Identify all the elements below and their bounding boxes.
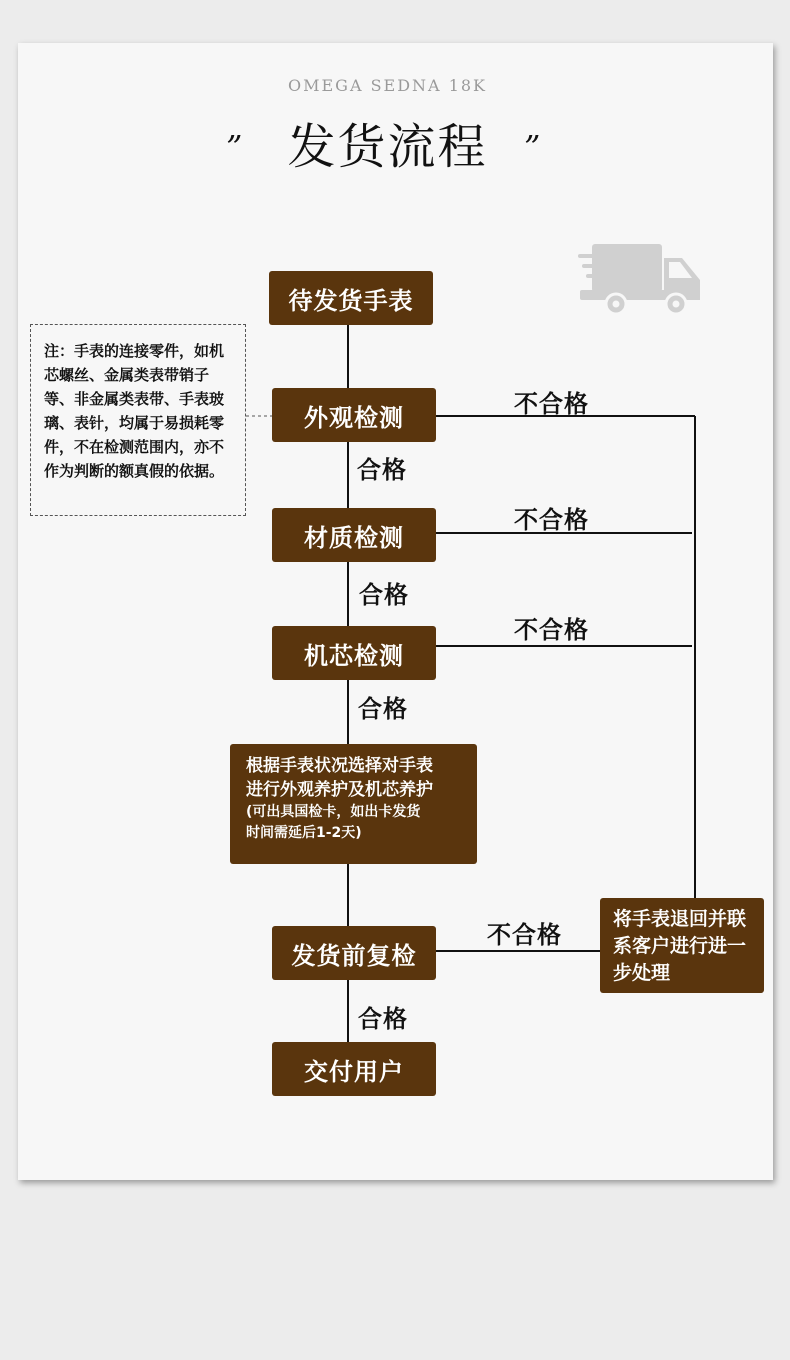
pass-label-1: 合格: [357, 456, 407, 484]
care-note-1: (可出具国检卡，如出卡发货: [246, 804, 421, 820]
fail-label-4: 不合格: [487, 921, 562, 949]
fail-label-1: 不合格: [514, 390, 589, 418]
quote-mark-right: ”: [524, 128, 541, 166]
care-line-1: 根据手表状况选择对手表: [246, 756, 433, 776]
pass-label-2: 合格: [359, 581, 409, 609]
step-deliver-to-user: 交付用户: [272, 1042, 436, 1096]
fail-label-2: 不合格: [514, 506, 589, 534]
care-line-2: 进行外观养护及机芯养护: [246, 780, 433, 800]
step-material-check: 材质检测: [272, 508, 436, 562]
quote-mark-left: ”: [226, 128, 243, 166]
page-title: 发货流程: [287, 119, 488, 175]
step-return-contact-customer: 将手表退回并联系客户进行进一步处理: [600, 898, 764, 993]
care-note-2: 时间需延后1-2天): [246, 825, 362, 841]
fail-label-3: 不合格: [514, 616, 589, 644]
step-appearance-check: 外观检测: [272, 388, 436, 442]
note-box: 注：手表的连接零件，如机芯螺丝、金属类表带销子等、非金属类表带、手表玻璃、表针，均属于易损耗零件，不在检测范围内，亦不作为判断的额真假的依据。: [30, 324, 246, 516]
pass-label-4: 合格: [358, 1005, 408, 1033]
step-movement-check: 机芯检测: [272, 626, 436, 680]
step-watch-care: [230, 744, 477, 864]
step-pre-shipment-recheck: 发货前复检: [272, 926, 436, 980]
pass-label-3: 合格: [358, 695, 408, 723]
step-pending-watch: 待发货手表: [269, 271, 433, 325]
brand-subtitle: OMEGA SEDNA 18K: [287, 76, 488, 95]
